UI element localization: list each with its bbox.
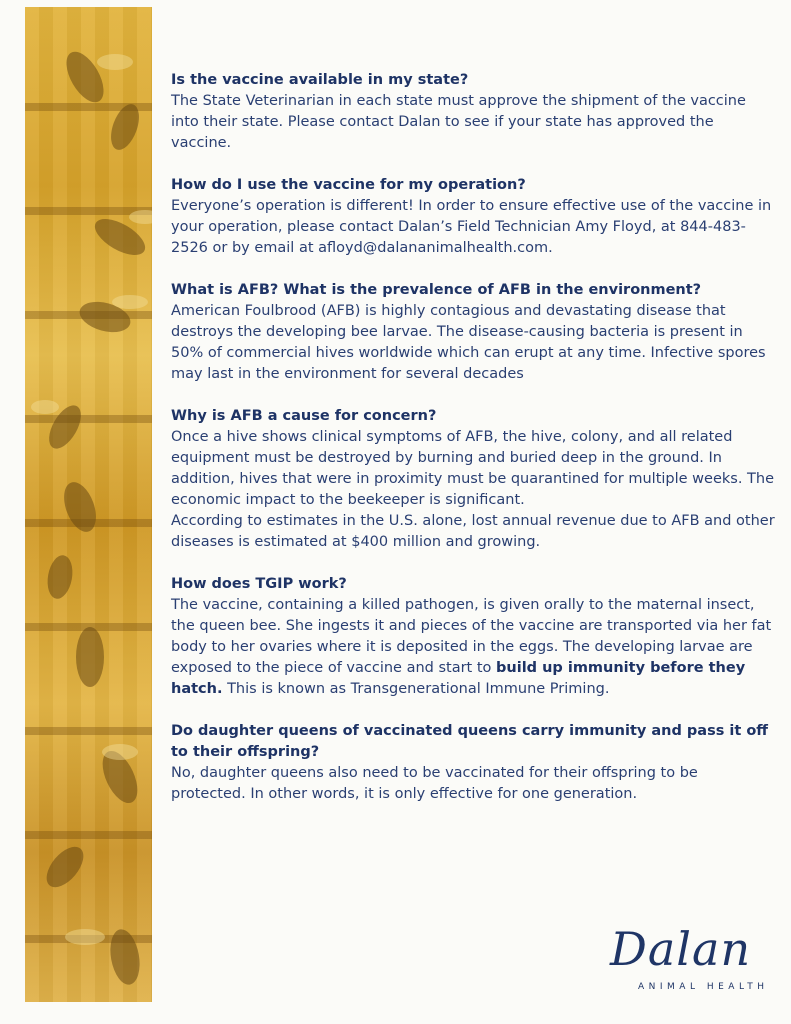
faq-answer: Everyone’s operation is different! In order to ensure effective use of the vaccine in your operation, please contact Dalan’s Field Technician Amy Floyd, at 844-483-2526 or by email at afloyd@dalananimalhealth.com. bbox=[171, 198, 772, 256]
faq-question: What is AFB? What is the prevalence of AFB in the environment? bbox=[171, 282, 702, 298]
dalan-logo bbox=[610, 922, 770, 1002]
faq-item bbox=[171, 175, 776, 259]
faq-answer: American Foulbrood (AFB) is highly contagious and devastating disease that destroys the developing bee larvae. The disease-causing bacteria is present in 50% of commercial hives worldwide which can erupt at any time. Infective spores may last in the environment for several decades bbox=[171, 303, 766, 382]
faq-question: Is the vaccine available in my state? bbox=[171, 72, 469, 88]
logo-tagline: ANIMAL HEALTH bbox=[638, 982, 769, 992]
bee-photo-strip bbox=[25, 7, 152, 1002]
bee-illustration bbox=[25, 7, 152, 1002]
faq-item bbox=[171, 70, 776, 154]
faq-question: How does TGIP work? bbox=[171, 576, 347, 592]
faq-content bbox=[171, 70, 776, 826]
faq-answer-continued: According to estimates in the U.S. alone, lost annual revenue due to AFB and other diseases is estimated at $400 million and growing. bbox=[171, 513, 775, 550]
faq-answer bbox=[171, 595, 776, 700]
faq-answer: The State Veterinarian in each state must approve the shipment of the vaccine into their state. Please contact Dalan to see if your state has approved the vaccine. bbox=[171, 93, 746, 151]
faq-answer: Once a hive shows clinical symptoms of AFB, the hive, colony, and all related equipment must be destroyed by burning and buried deep in the ground. In addition, hives that were in proximity must be quarantined for multiple weeks. The economic impact to the beekeeper is significant. bbox=[171, 429, 775, 508]
faq-answer: No, daughter queens also need to be vaccinated for their offspring to be protected. In other words, it is only effective for one generation. bbox=[171, 765, 698, 802]
faq-item bbox=[171, 574, 776, 700]
answer-emphasis: build up immunity before they hatch. bbox=[171, 660, 746, 697]
faq-item bbox=[171, 406, 776, 553]
answer-text: The vaccine, containing a killed pathogen, is given orally to the maternal insect, the queen bee. She ingests it and pieces of the vaccine are transported via her fat body to her ovaries where it is deposited in the eggs. The developing larvae are exposed to the piece of vaccine and start to bbox=[171, 597, 772, 676]
faq-question: How do I use the vaccine for my operation? bbox=[171, 177, 526, 193]
faq-question: Why is AFB a cause for concern? bbox=[171, 408, 437, 424]
logo-wordmark: Dalan bbox=[610, 922, 752, 976]
faq-item bbox=[171, 280, 776, 385]
answer-text: This is known as Transgenerational Immune Priming. bbox=[222, 681, 610, 697]
faq-question: Do daughter queens of vaccinated queens carry immunity and pass it off to their offspring? bbox=[171, 723, 769, 760]
faq-item bbox=[171, 721, 776, 805]
